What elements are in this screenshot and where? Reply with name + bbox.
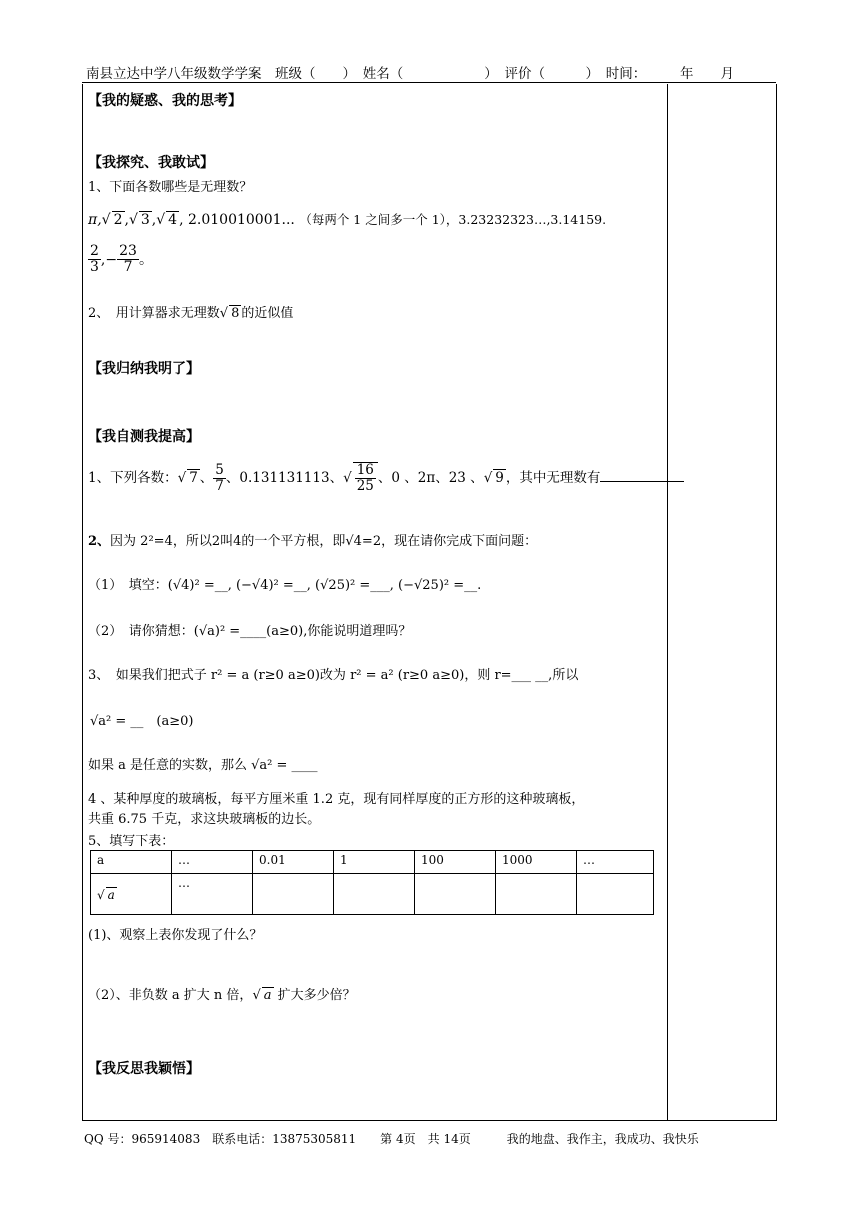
fraction-23-7: $\frac{23}{7}$ bbox=[119, 243, 137, 276]
test-q2-fill: （1） 填空：(√4)² =__, (−√4)² =__, (√25)² =___, (−√25)² =__. bbox=[88, 578, 482, 593]
value-table bbox=[90, 850, 654, 915]
table-cell[interactable] bbox=[496, 874, 577, 915]
answer-blank[interactable] bbox=[600, 481, 684, 482]
table-row: √ a … bbox=[91, 874, 654, 915]
main-box bbox=[82, 84, 668, 1121]
test-q2-guess: （2） 请你猜想：(√a)² =____(a≥0),你能说明道理吗？ bbox=[88, 624, 412, 639]
explore-q1-note: （每两个 1 之间多一个 1），3.23232323…,3.14159. bbox=[299, 212, 607, 227]
table-cell[interactable] bbox=[334, 874, 415, 915]
section-self-test: 【我自测我提高】 bbox=[88, 429, 200, 445]
sqrt-2: 2 bbox=[113, 212, 123, 228]
explore-q1-fractions: $\frac{2}{3}$ ,− $\frac{23}{7}$ 。 bbox=[90, 243, 153, 276]
table-cell[interactable] bbox=[253, 874, 334, 915]
observe-q2: （2）、非负数 a 扩大 n 倍，√ a 扩大多少倍？ bbox=[88, 988, 356, 1003]
sqrt-3: 3 bbox=[140, 212, 150, 228]
test-q3-line2: √a² = __ (a≥0) bbox=[90, 714, 194, 729]
fraction-two-thirds: $\frac{2}{3}$ bbox=[90, 243, 99, 276]
section-reflect: 【我反思我颖悟】 bbox=[88, 1061, 200, 1077]
test-q3-line3: 如果 a 是任意的实数，那么 √a² = ____ bbox=[88, 758, 318, 773]
pi-symbol: π, bbox=[88, 212, 102, 228]
observe-q1: (1)、观察上表你发现了什么？ bbox=[88, 928, 263, 943]
test-q2: 2、因为 2²=4，所以2叫4的一个平方根，即√4=2，现在请你完成下面问题： bbox=[88, 534, 538, 549]
table-cell[interactable] bbox=[415, 874, 496, 915]
test-q1: 1、下列各数：√ 7 、 $\frac{5}{7}$ 、0.131131113、√ $\frac{16}{25}$ 、0 、2π、23 、√ 9 ，其中无理数有 bbox=[88, 462, 684, 494]
table-cell[interactable] bbox=[577, 874, 654, 915]
explore-q1-numbers: π,√ 2 ,√ 3 ,√ 4 , 2.010010001... （每两个 1 之间多一个 1），3.23232323…,3.14159. bbox=[88, 212, 607, 228]
explore-q1-label: 1、下面各数哪些是无理数？ bbox=[88, 180, 253, 195]
repeating-decimal: , 2.010010001... bbox=[179, 212, 295, 228]
side-column bbox=[666, 84, 777, 1121]
sqrt-8: 8 bbox=[231, 306, 240, 321]
section-summary: 【我归纳我明了】 bbox=[88, 361, 200, 377]
test-q4-line2: 共重 6.75 千克，求这块玻璃板的边长。 bbox=[88, 812, 321, 827]
test-q4-line1: 4 、某种厚度的玻璃板，每平方厘米重 1.2 克，现有同样厚度的正方形的这种玻璃板， bbox=[88, 792, 585, 807]
page-header: 南县立达中学八年级数学学案 班级（ ） 姓名（ ） 评价（ ） 时间： 年 月 bbox=[86, 66, 734, 82]
test-q5-label: 5、填写下表： bbox=[88, 834, 175, 849]
sqrt-4: 4 bbox=[168, 212, 178, 228]
test-q3: 3、 如果我们把式子 r² = a (r≥0 a≥0)改为 r² = a² (r≥0 a≥0)，则 r=___ __,所以 bbox=[88, 668, 579, 683]
table-row: a … 0.01 1 100 1000 … bbox=[91, 851, 654, 874]
header-rule bbox=[82, 82, 776, 83]
page-footer: QQ 号：965914083 联系电话：13875305811 第 4页 共 14页 我的地盘、我作主，我成功、我快乐 bbox=[84, 1132, 699, 1146]
section-doubts: 【我的疑惑、我的思考】 bbox=[88, 93, 242, 109]
section-explore: 【我探究、我敢试】 bbox=[88, 155, 214, 171]
explore-q2: 2、 用计算器求无理数√ 8 的近似值 bbox=[88, 306, 294, 321]
